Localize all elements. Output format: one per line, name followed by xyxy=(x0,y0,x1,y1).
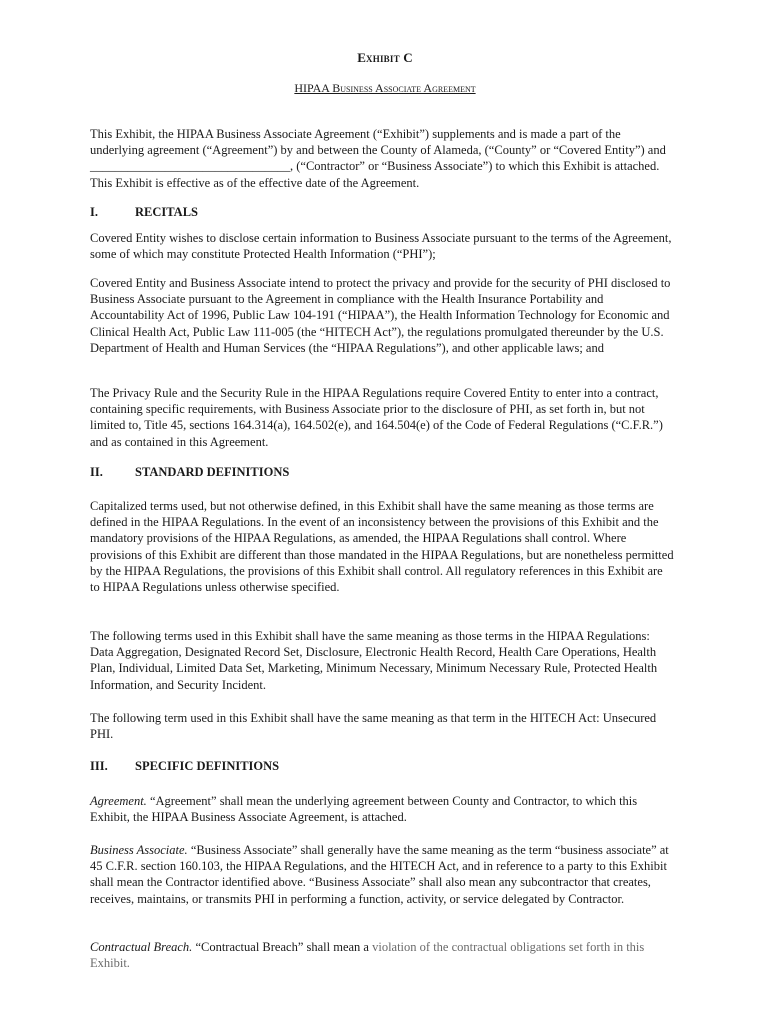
section-title: RECITALS xyxy=(135,205,198,219)
agreement-subtitle: HIPAA Business Associate Agreement xyxy=(294,81,476,95)
definition-business-associate xyxy=(90,842,675,907)
section-number: II. xyxy=(90,465,103,479)
definition-text: “Agreement” shall mean the underlying agreement between County and Contractor, to which this Exhibit, the HIPAA Business Associate Agreement, is attached. xyxy=(90,794,638,825)
definition-agreement xyxy=(90,793,675,825)
defined-term: Contractual Breach. xyxy=(90,940,193,954)
standard-definitions-paragraph-2: The following terms used in this Exhibit shall have the same meaning as those terms in the HIPAA Regulations: Data Aggregation, Designated Record Set, Disclosure, Electronic Health Record, Health Care Operations, Health Plan, Individual, Limited Data Set, Marketing, Minimum Necessary, Minimum Necessary Rule, Protected Health Information, and Security Incident. xyxy=(90,629,658,692)
section-heading-recitals xyxy=(90,205,198,220)
recitals-paragraph-2: Covered Entity and Business Associate intend to protect the privacy and provide for the security of PHI disclosed to Business Associate pursuant to the Agreement in compliance with the Health Insurance Portability and Accountability Act of 1996, Public Law 104-191 (“HIPAA”), the Health Information Technology for Economic and Clinical Health Act, Public Law 111-005 (the “HITECH Act”), the regulations promulgated thereunder by the U.S. Department of Health and Human Services (the “HIPAA Regulations”), and other applicable laws; and xyxy=(90,276,671,355)
standard-definitions-paragraph-1: Capitalized terms used, but not otherwise defined, in this Exhibit shall have the same meaning as those terms are defined in the HIPAA Regulations. In the event of an inconsistency between the provisions of this Exhibit and the mandatory provisions of the HIPAA Regulations, as amended, the HIPAA Regulations shall control. Where provisions of this Exhibit are different than those mandated in the HIPAA Regulations, but are nonetheless permitted by the HIPAA Regulations, the provisions of this Exhibit shall control. All regulatory references in this Exhibit are to HIPAA Regulations unless otherwise specified. xyxy=(90,499,674,595)
recitals-paragraph-1: Covered Entity wishes to disclose certain information to Business Associate pursuant to the terms of the Agreement, some of which may constitute Protected Health Information (“PHI”); xyxy=(90,231,672,262)
standard-definitions-paragraph-3: The following term used in this Exhibit shall have the same meaning as that term in the HITECH Act: Unsecured PHI. xyxy=(90,711,657,742)
definition-contractual-breach xyxy=(90,939,675,971)
definition-text-continued: violation of the contractual obligations set forth in this Exhibit. xyxy=(90,940,645,971)
section-title: SPECIFIC DEFINITIONS xyxy=(135,759,280,773)
section-heading-specific-definitions xyxy=(90,759,279,774)
section-title: STANDARD DEFINITIONS xyxy=(135,465,290,479)
recitals-paragraph-3: The Privacy Rule and the Security Rule in the HIPAA Regulations require Covered Entity to enter into a contract, containing specific requirements, with Business Associate prior to the disclosure of PHI, as set forth in, but not limited to, Title 45, sections 164.314(a), 164.502(e), and 164.504(e) of the Code of Federal Regulations (“C.F.R.”) and as contained in this Agreement. xyxy=(90,386,663,449)
exhibit-title: Exhibit C xyxy=(357,50,413,65)
section-number: III. xyxy=(90,759,108,773)
definition-text: “Contractual Breach” shall mean a xyxy=(192,940,373,954)
defined-term: Business Associate. xyxy=(90,843,188,857)
intro-paragraph: This Exhibit, the HIPAA Business Associate Agreement (“Exhibit”) supplements and is made a part of the underlying agreement (“Agreement”) by and between the County of Alameda, (“County” or “Covered Entity”) and ________________________________, (“Contractor” or “Business Associate”) to which this Exhibit is attached. This Exhibit is effective as of the effective date of the Agreement. xyxy=(90,127,666,190)
section-number: I. xyxy=(90,205,98,219)
defined-term: Agreement. xyxy=(90,794,147,808)
definition-text: “Business Associate” shall generally have the same meaning as the term “business associate” at 45 C.F.R. section 160.103, the HIPAA Regulations, and the HITECH Act, and in reference to a party to this Exhibit shall mean the Contractor identified above. “Business Associate” shall also mean any subcontractor that creates, receives, maintains, or transmits PHI in performing a function, activity, or service delegated by Contractor. xyxy=(90,843,669,906)
section-heading-standard-definitions xyxy=(90,465,289,480)
